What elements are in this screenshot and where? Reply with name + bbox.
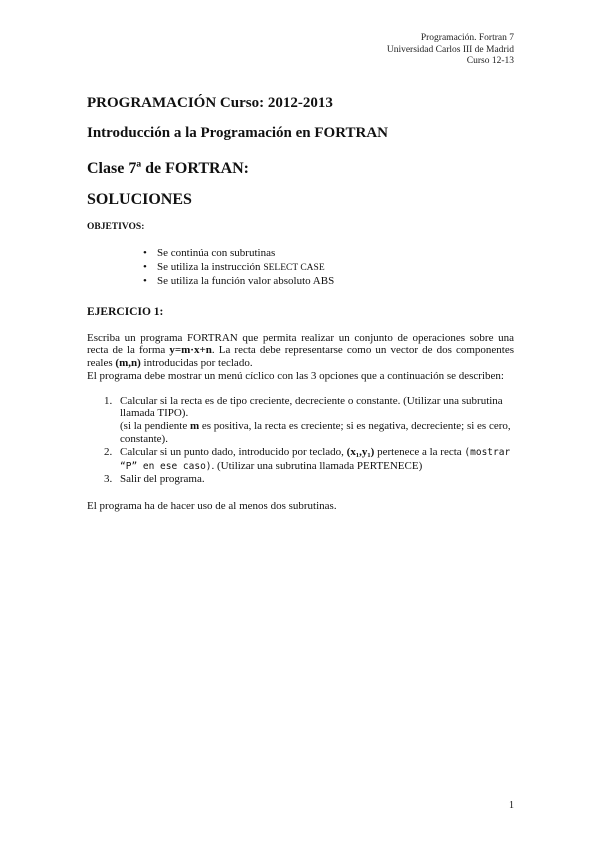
menu-description: El programa debe mostrar un menú cíclico con las 3 opciones que a continuación se describen: xyxy=(87,369,504,382)
options-list xyxy=(87,395,514,487)
option-item: 3. Salir del programa. xyxy=(104,473,205,486)
intro-title: Introducción a la Programación en FORTRAN xyxy=(87,125,388,141)
option-item: 1. Calcular si la recta es de tipo creciente, decreciente o constante. (Utilizar una subrutina llamada TIPO). (si la pendiente m es positiva, la recta es creciente; si es negativa, decreciente; si es cero, constante). xyxy=(104,394,511,446)
header-line-university: Universidad Carlos III de Madrid xyxy=(386,44,514,55)
objective-item: • Se utiliza la instrucción SELECT CASE xyxy=(87,261,514,276)
class-title: Clase 7ª de FORTRAN: xyxy=(87,160,249,177)
exercise-intro: Escriba un programa FORTRAN que permita realizar un conjunto de operaciones sobre una recta de la forma y=m·x+n. La recta debe representarse como un vector de dos componentes reales (m,n) introducidas por teclado. xyxy=(87,331,515,370)
objective-item: • Se utiliza la función valor absoluto ABS xyxy=(87,275,514,289)
header-line-academic-year: Curso 12-13 xyxy=(466,56,514,66)
select-case-code: SELECT CASE xyxy=(263,262,325,273)
objective-item: • Se continúa con subrutinas xyxy=(87,247,514,261)
header-line-course-title: Programación. Fortran 7 xyxy=(420,33,514,43)
page-header xyxy=(387,33,514,68)
option-item: 2. Calcular si un punto dado, introducido por teclado, (x₁,y₁) pertenece a la recta (mostrar “P” en ese caso). (Utilizar una subrutina llamada PERTENECE) xyxy=(104,445,511,472)
solutions-title: SOLUCIONES xyxy=(87,191,192,208)
point-coordinates: (x₁,y₁) xyxy=(346,445,375,458)
exercise-title: EJERCICIO 1: xyxy=(87,305,164,318)
show-p-code: (mostrar “P” en ese caso) xyxy=(120,446,511,472)
line-formula: y=m·x+n xyxy=(169,344,212,357)
course-title: PROGRAMACIÓN Curso: 2012-2013 xyxy=(87,95,333,111)
vector-pair: (m,n) xyxy=(115,357,141,370)
objectives-label: OBJETIVOS: xyxy=(87,222,145,232)
closing-note: El programa ha de hacer uso de al menos dos subrutinas. xyxy=(87,500,337,513)
page-number: 1 xyxy=(509,800,514,811)
objectives-list xyxy=(87,247,514,289)
document-body xyxy=(87,94,514,513)
